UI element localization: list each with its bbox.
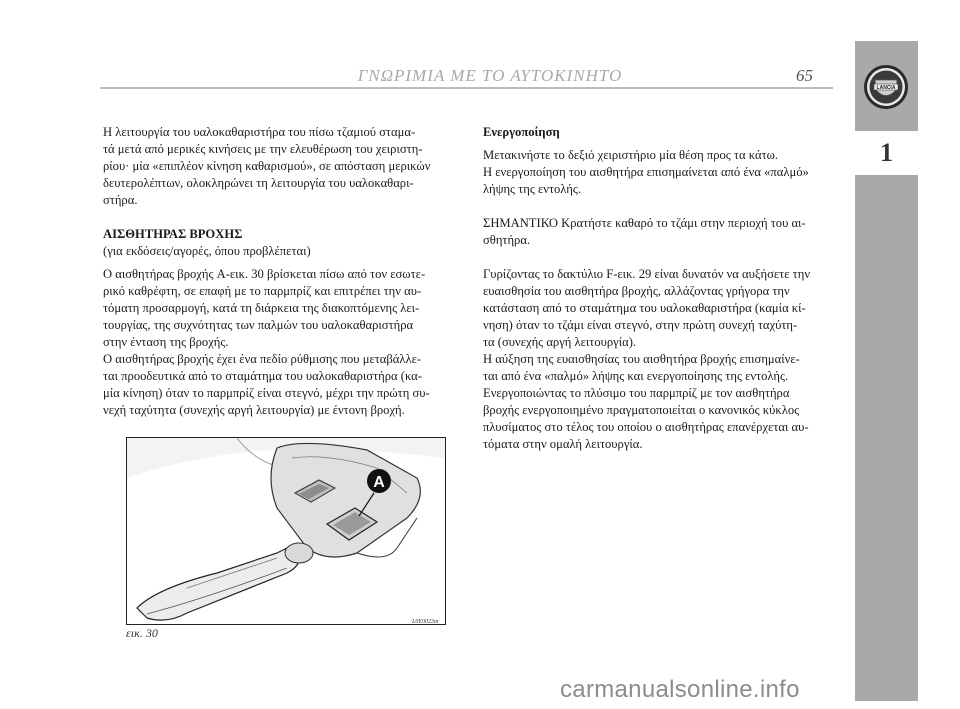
body-line-6: Ο αισθητήρας βροχής έχει ένα πεδίο ρύθμισης που μεταβάλλε- — [103, 352, 422, 366]
section-heading: ΑΙΣΘΗΤΗΡΑΣ ΒΡΟΧΗΣ — [103, 227, 243, 241]
activation-line-2: Η ενεργοποίηση του αισθητήρα επισημαίνεται από ένα «παλμό» — [483, 165, 809, 179]
left-column — [103, 124, 461, 419]
activation-line-1: Μετακινήστε το δεξιό χειριστήριο μία θέση προς τα κάτω. — [483, 148, 779, 162]
intro-line-2: τά μετά από μερικές κινήσεις με την ελευθέρωση του χειριστη- — [103, 142, 423, 156]
important-line-1: ΣΗΜΑΝΤΙΚΟ Κρατήστε καθαρό το τζάμι στην περιοχή του αι- — [483, 216, 806, 230]
body-line-2: ρικό καθρέφτη, σε επαφή με το παρμπρίζ και επιτρέπει την αυ- — [103, 284, 422, 298]
sensitivity-line-3: κατάσταση από το σταμάτημα του υαλοκαθαριστήρα (καμία κί- — [483, 301, 806, 315]
rain-sensor-figure — [126, 437, 446, 625]
intro-line-5: στήρα. — [103, 193, 138, 207]
lancia-logo — [863, 64, 909, 110]
page-number: 65 — [796, 66, 813, 85]
activation-line-3: λήψης της εντολής. — [483, 182, 582, 196]
body-line-9: νεχή ταχύτητα (συνεχής αργή λειτουργία) με έντονη βροχή. — [103, 403, 405, 417]
sensitivity-line-2: ευαισθησία του αισθητήρα βροχής, αλλάζοντας γρήγορα την — [483, 284, 790, 298]
intro-line-4: δευτερολέπτων, ολοκληρώνει τη λειτουργία του υαλοκαθαρι- — [103, 176, 414, 190]
right-column — [483, 124, 837, 453]
sensitivity-line-10: πλυσίματος στο τέλος του οποίου ο αισθητήρας επανέρχεται αυ- — [483, 420, 809, 434]
rain-sensor-illustration — [127, 438, 445, 624]
body-line-4: τουργίας, της συχνότητας των παλμών του υαλοκαθαριστήρα — [103, 318, 414, 332]
sensitivity-line-4: νηση) όταν το τζάμι είναι στεγνό, στην πρώτη συνεχή ταχύτη- — [483, 318, 798, 332]
body-line-5: στην ένταση της βροχής. — [103, 335, 229, 349]
figure-caption: εικ. 30 — [126, 626, 158, 640]
callout-label-a: A — [373, 474, 385, 491]
sensitivity-line-8: Ενεργοποιώντας το πλύσιμο του παρμπρίζ με τον αισθητήρα — [483, 386, 790, 400]
section-subheading: (για εκδόσεις/αγορές, όπου προβλέπεται) — [103, 244, 311, 258]
body-line-8: μία κίνηση) όταν το παρμπρίζ είναι στεγνό, μέχρι την πρώτη συ- — [103, 386, 430, 400]
body-line-7: ται προοδευτικά από το σταμάτημα του υαλοκαθαριστήρα (κα- — [103, 369, 422, 383]
sensitivity-line-6: Η αύξηση της ευαισθησίας του αισθητήρα βροχής επισημαίνε- — [483, 352, 800, 366]
body-line-1: Ο αισθητήρας βροχής A-εικ. 30 βρίσκεται πίσω από τον εσωτε- — [103, 267, 426, 281]
important-line-2: σθητήρα. — [483, 233, 531, 247]
figure-code: L0E0023m — [412, 619, 439, 625]
intro-line-3: ρίου· μία «επιπλέον κίνηση καθαρισμού», σε απόσταση μερικών — [103, 159, 431, 173]
section-number-tab: 1 — [855, 131, 918, 175]
watermark: carmanualsonline.info — [560, 676, 800, 703]
sensitivity-line-5: τα (συνεχής αργή λειτουργία). — [483, 335, 637, 349]
body-line-3: τόματη προσαρμογή, κατά τη διάρκεια της διακοπτόμενης λει- — [103, 301, 420, 315]
activation-heading: Ενεργοποίηση — [483, 125, 560, 139]
sensitivity-line-1: Γυρίζοντας το δακτύλιο F-εικ. 29 είναι δυνατόν να αυξήσετε την — [483, 267, 811, 281]
running-header-title: ΓΝΩΡΙΜΙΑ ΜΕ ΤΟ ΑΥΤΟΚΙΝΗΤΟ — [357, 66, 623, 85]
sensitivity-line-7: ται από ένα «παλμό» λήψης και ενεργοποίησης της εντολής. — [483, 369, 789, 383]
header-rule — [100, 87, 833, 89]
intro-line-1: Η λειτουργία του υαλοκαθαριστήρα του πίσω τζαμιού σταμα- — [103, 125, 416, 139]
logo-wordmark: LANCIA — [876, 85, 896, 91]
sensitivity-line-11: τόματα στην ομαλή λειτουργία. — [483, 437, 643, 451]
sensitivity-line-9: βροχής ενεργοποιημένο πραγματοποιείται ο κανονικός κύκλος — [483, 403, 800, 417]
